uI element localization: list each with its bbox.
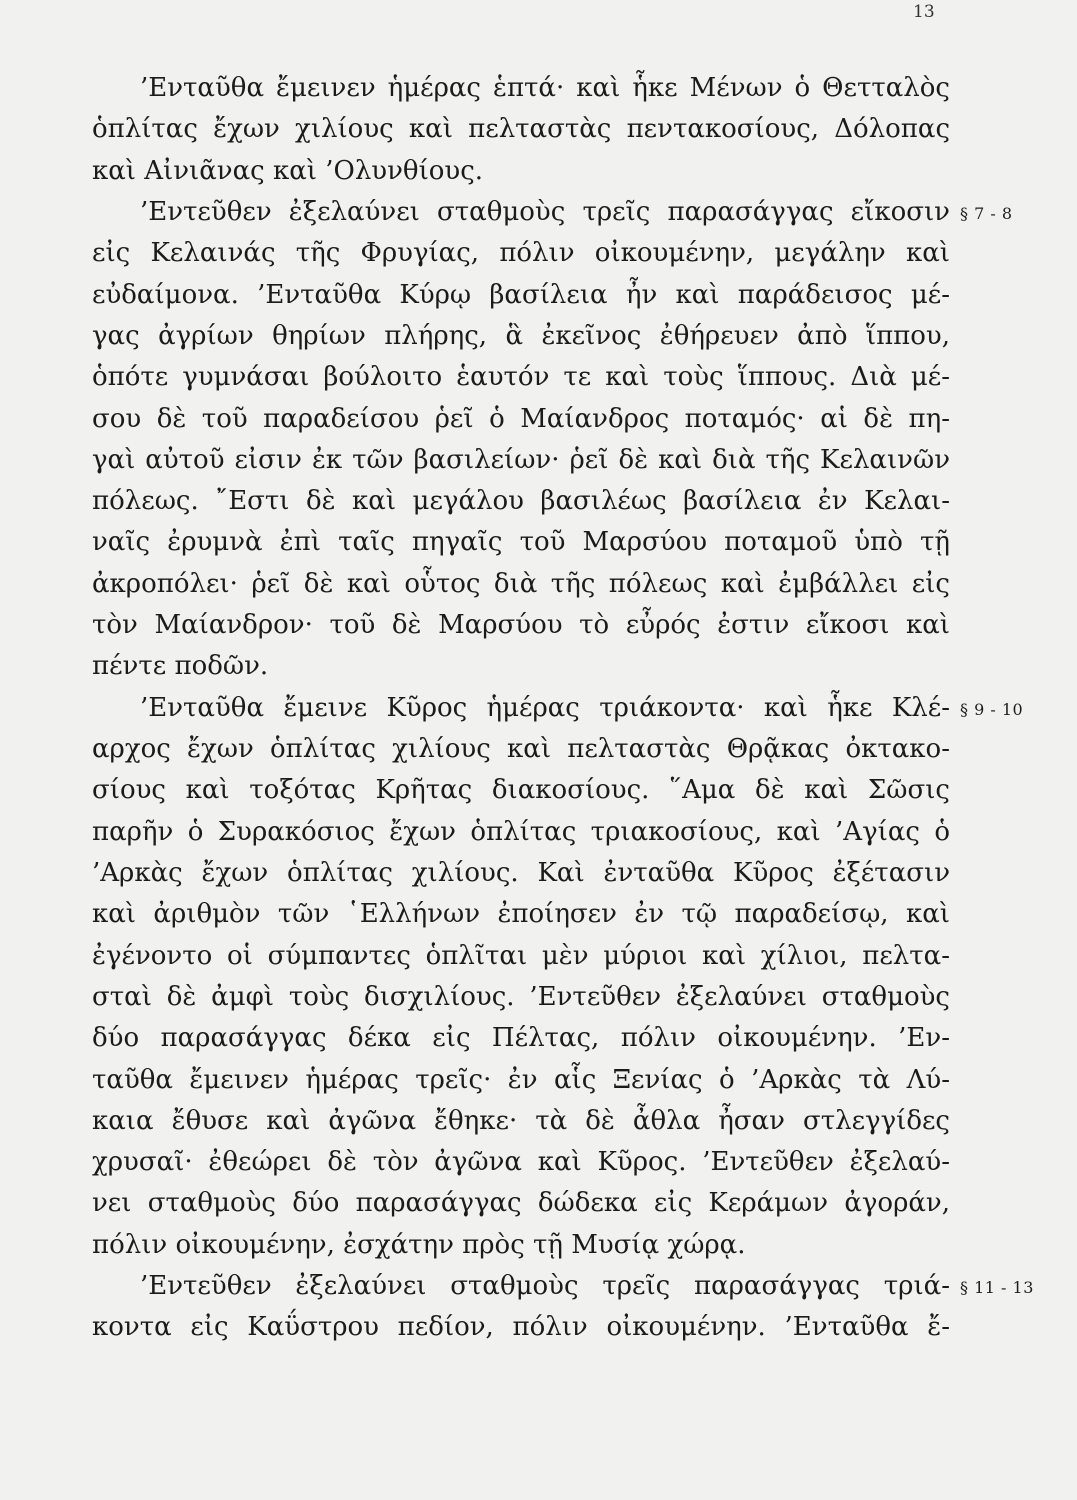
text-line: νει σταθμοὺς δύο παρασάγγας δώδεκα εἰς Κεράμων ἀγοράν, (92, 1188, 950, 1219)
text-line: ὁπότε γυμνάσαι βούλοιτο ἑαυτόν τε καὶ τοὺς ἵππους. Διὰ μέ- (92, 362, 950, 393)
section-marginal-note: § 7 - 8 (960, 203, 1013, 223)
greek-text-body (92, 68, 950, 1349)
page-number: 13 (913, 2, 935, 22)
text-line: καια ἔθυσε καὶ ἀγῶνα ἔθηκε· τὰ δὲ ἆθλα ἦσαν στλεγγίδες (92, 1105, 950, 1136)
text-line: δύο παρασάγγας δέκα εἰς Πέλτας, πόλιν οἰκουμένην. ’Εν- (92, 1023, 950, 1054)
text-line: ’Ενταῦθα ἔμεινεν ἡμέρας ἑπτά· καὶ ἧκε Μένων ὁ Θετταλὸς (140, 73, 950, 103)
text-line: πόλεως. ῎Εστι δὲ καὶ μεγάλου βασιλέως βασίλεια ἐν Κελαι- (92, 486, 950, 517)
text-line: ’Αρκὰς ἔχων ὁπλίτας χιλίους. Καὶ ἐνταῦθα Κῦρος ἐξέτασιν (92, 857, 950, 888)
text-line: πέντε ποδῶν. (92, 651, 269, 682)
text-line: εὐδαίμονα. ’Ενταῦθα Κύρῳ βασίλεια ἦν καὶ παράδεισος μέ- (92, 279, 950, 310)
text-line: ’Εντεῦθεν ἐξελαύνει σταθμοὺς τρεῖς παρασάγγας εἴκοσιν (140, 196, 950, 227)
text-line: ’Εντεῦθεν ἐξελαύνει σταθμοὺς τρεῖς παρασάγγας τριά- (140, 1271, 950, 1302)
text-line: ἀκροπόλει· ῥεῖ δὲ καὶ οὗτος διὰ τῆς πόλεως καὶ ἐμβάλλει εἰς (92, 568, 950, 599)
text-line: εἰς Κελαινάς τῆς Φρυγίας, πόλιν οἰκουμένην, μεγάλην καὶ (92, 238, 950, 269)
text-line: ταῦθα ἔμεινεν ἡμέρας τρεῖς· ἐν αἷς Ξενίας ὁ ’Αρκὰς τὰ Λύ- (92, 1064, 950, 1095)
text-line: αρχος ἔχων ὁπλίτας χιλίους καὶ πελταστὰς Θρᾷκας ὀκτακο- (92, 734, 950, 764)
text-line: ναῖς ἐρυμνὰ ἐπὶ ταῖς πηγαῖς τοῦ Μαρσύου ποταμοῦ ὑπὸ τῇ (92, 527, 950, 558)
text-line: πόλιν οἰκουμένην, ἐσχάτην πρὸς τῇ Μυσίᾳ χώρᾳ. (92, 1229, 746, 1260)
text-line: ’Ενταῦθα ἔμεινε Κῦρος ἡμέρας τριάκοντα· καὶ ἧκε Κλέ- (140, 692, 950, 723)
text-line: σίους καὶ τοξότας Κρῆτας διακοσίους. ῞Αμα δὲ καὶ Σῶσις (92, 775, 950, 806)
text-line: καὶ Αἰνιᾶνας καὶ ’Ολυνθίους. (92, 155, 484, 186)
text-line: σου δὲ τοῦ παραδείσου ῥεῖ ὁ Μαίανδρος ποταμός· αἱ δὲ πη- (92, 403, 950, 434)
section-marginal-note: § 9 - 10 (960, 699, 1024, 719)
text-line: γαὶ αὐτοῦ εἰσιν ἐκ τῶν βασιλείων· ῥεῖ δὲ καὶ διὰ τῆς Κελαινῶν (92, 444, 950, 475)
text-line: ἐγένοντο οἱ σύμπαντες ὁπλῖται μὲν μύριοι καὶ χίλιοι, πελτα- (92, 940, 950, 971)
text-line: παρῆν ὁ Συρακόσιος ἔχων ὁπλίτας τριακοσίους, καὶ ’Αγίας ὁ (92, 816, 950, 847)
text-line: σταὶ δὲ ἀμφὶ τοὺς δισχιλίους. ’Εντεῦθεν ἐξελαύνει σταθμοὺς (92, 981, 950, 1012)
text-line: γας ἀγρίων θηρίων πλήρης, ἃ ἐκεῖνος ἐθήρευεν ἀπὸ ἵππου, (92, 320, 950, 351)
text-line: χρυσαῖ· ἐθεώρει δὲ τὸν ἀγῶνα καὶ Κῦρος. ’Εντεῦθεν ἐξελαύ- (92, 1147, 950, 1178)
text-line: ὁπλίτας ἔχων χιλίους καὶ πελταστὰς πεντακοσίους, Δόλοπας (92, 114, 950, 145)
text-line: κοντα εἰς Καΰστρου πεδίον, πόλιν οἰκουμένην. ’Ενταῦθα ἔ- (92, 1312, 950, 1343)
text-line: τὸν Μαίανδρον· τοῦ δὲ Μαρσύου τὸ εὖρός ἐστιν εἴκοσι καὶ (92, 610, 950, 641)
text-line: καὶ ἀριθμὸν τῶν ῾Ελλήνων ἐποίησεν ἐν τῷ παραδείσῳ, καὶ (92, 899, 950, 930)
section-marginal-note: § 11 - 13 (960, 1278, 1034, 1298)
